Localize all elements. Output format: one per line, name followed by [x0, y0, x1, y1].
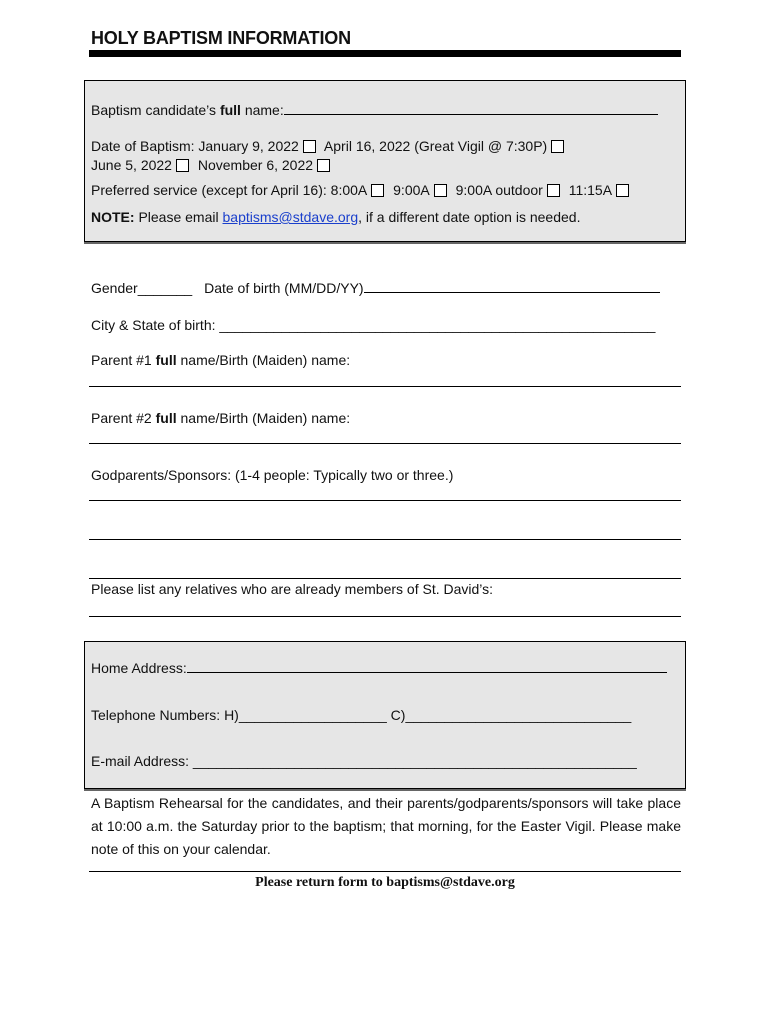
rehearsal-paragraph: A Baptism Rehearsal for the candidates, and their parents/godparents/sponsors will take place at 10:00 a.m. the Saturday prior to the baptism; that morning, for the Easter Vigil. Please make note of this on your calendar.	[91, 795, 681, 857]
service-option-checkbox[interactable]	[434, 184, 447, 197]
candidate-name-field[interactable]	[284, 113, 658, 115]
date-option-checkbox[interactable]	[317, 159, 330, 172]
parent2-name-field[interactable]	[89, 443, 681, 444]
form-title: HOLY BAPTISM INFORMATION	[91, 28, 351, 48]
note-row	[91, 209, 580, 225]
service-option-label: 9:00A outdoor	[455, 182, 543, 198]
date-option-label: January 9, 2022	[198, 138, 299, 154]
note-label: NOTE:	[91, 209, 135, 225]
service-option-checkbox[interactable]	[547, 184, 560, 197]
title-rule	[89, 50, 681, 57]
birthplace-field[interactable]: City & State of birth: ________________________________________________________	[91, 317, 656, 333]
service-option-label: 9:00A	[393, 182, 430, 198]
service-option-checkbox[interactable]	[616, 184, 629, 197]
email-field[interactable]: E-mail Address: _________________________________________________________	[91, 753, 637, 769]
date-option-checkbox[interactable]	[176, 159, 189, 172]
service-option-checkbox[interactable]	[371, 184, 384, 197]
date-option-label: November 6, 2022	[197, 157, 314, 173]
candidate-label-bold: full	[219, 102, 241, 118]
relatives-line[interactable]	[89, 616, 681, 617]
service-option-label: 11:15A	[568, 182, 613, 198]
date-label: Date of Baptism:	[91, 138, 195, 154]
gender-dob-row	[91, 280, 660, 296]
date-option-checkbox[interactable]	[303, 140, 316, 153]
date-option-label: June 5, 2022	[91, 157, 172, 173]
candidate-name-row	[91, 102, 658, 118]
note-text: Please email	[134, 209, 223, 225]
note-text-after: , if a different date option is needed.	[358, 209, 581, 225]
date-option-label: April 16, 2022 (Great Vigil @ 7:30P)	[323, 138, 548, 154]
godparents-label: Godparents/Sponsors: (1-4 people: Typically two or three.)	[91, 467, 454, 483]
gender-field[interactable]: Gender_______	[91, 280, 193, 296]
date-row-2	[91, 157, 335, 173]
address-row	[91, 660, 667, 676]
date-row-1	[91, 138, 569, 154]
date-option-checkbox[interactable]	[551, 140, 564, 153]
dob-field[interactable]	[364, 291, 660, 293]
dob-label: Date of birth (MM/DD/YY)	[204, 280, 364, 296]
parent1-label: Parent #1 full name/Birth (Maiden) name:	[91, 352, 351, 368]
phone-field[interactable]: Telephone Numbers: H)___________________ C)_____________________________	[91, 707, 632, 723]
service-label: Preferred service (except for April 16):	[91, 182, 327, 198]
address-field[interactable]	[187, 671, 667, 673]
parent1-name-field[interactable]	[89, 386, 681, 387]
godparents-line[interactable]	[89, 539, 681, 540]
candidate-label-suffix: name:	[240, 102, 284, 118]
address-label: Home Address:	[91, 660, 187, 676]
godparents-line[interactable]	[89, 578, 681, 579]
service-option-label: 8:00A	[330, 182, 368, 198]
service-row	[91, 182, 634, 198]
candidate-label: Baptism candidate’s	[91, 102, 220, 118]
relatives-label: Please list any relatives who are already members of St. David’s:	[91, 581, 494, 597]
footer-return-note: Please return form to baptisms@stdave.org	[255, 875, 515, 890]
godparents-line[interactable]	[89, 500, 681, 501]
note-email-link[interactable]: baptisms@stdave.org	[222, 209, 359, 225]
footer-rule	[89, 871, 681, 872]
parent2-label: Parent #2 full name/Birth (Maiden) name:	[91, 410, 351, 426]
